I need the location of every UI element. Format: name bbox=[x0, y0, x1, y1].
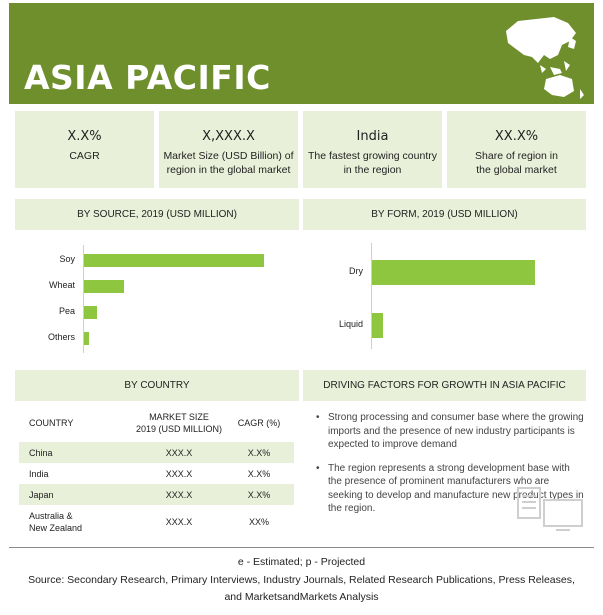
bar-category-label: Pea bbox=[58, 306, 75, 316]
table-cell: Japan bbox=[29, 490, 54, 500]
bar-wheat bbox=[84, 280, 124, 293]
bar-soy bbox=[84, 254, 264, 267]
kpi-value: X.X% bbox=[67, 129, 102, 144]
bar-pea bbox=[84, 306, 97, 319]
section-header-drivers: DRIVING FACTORS FOR GROWTH IN ASIA PACIFIC bbox=[303, 370, 586, 401]
table-header-cell: MARKET SIZE 2019 (USD MILLION) bbox=[135, 412, 223, 434]
source-note: Source: Secondary Research, Primary Interviews, Industry Journals, Related Research Publications, Press Releases, and MarketsandMarkets Analysis bbox=[28, 574, 575, 603]
footnote: e - Estimated; p - Projected bbox=[237, 556, 366, 568]
footer-divider bbox=[9, 547, 594, 548]
table-cell: XXX.X bbox=[165, 448, 193, 458]
devices-icon bbox=[516, 484, 586, 536]
section-header-by-form: BY FORM, 2019 (USD MILLION) bbox=[303, 199, 586, 230]
asia-pacific-map-icon bbox=[496, 11, 588, 101]
bar-dry bbox=[372, 260, 535, 285]
table-cell: X.X% bbox=[247, 448, 271, 458]
driving-factor-item: • The region represents a strong development base with the presence of prominent manufacturers who are seeking to develop and manufacture new product types in the region. bbox=[316, 462, 586, 516]
table-cell: XXX.X bbox=[165, 469, 193, 479]
kpi-label: Market Size (USD Billion) of region in the global market bbox=[163, 150, 294, 176]
bar-category-label: Wheat bbox=[48, 280, 75, 290]
bar-category-label: Others bbox=[47, 332, 75, 342]
bar-liquid bbox=[372, 313, 383, 338]
table-header-cell: CAGR (%) bbox=[237, 418, 281, 428]
kpi-card-market-size bbox=[159, 111, 298, 188]
kpi-value: X,XXX.X bbox=[202, 129, 255, 144]
kpi-card-region-share bbox=[447, 111, 586, 188]
table-cell: XXX.X bbox=[165, 490, 193, 500]
section-header-by-country: BY COUNTRY bbox=[15, 370, 299, 401]
table-header-cell: COUNTRY bbox=[29, 418, 74, 428]
region-header-banner bbox=[9, 3, 594, 104]
section-header-by-source: BY SOURCE, 2019 (USD MILLION) bbox=[15, 199, 299, 230]
bar-others bbox=[84, 332, 89, 345]
table-cell: Australia & New Zealand bbox=[29, 511, 83, 533]
driving-factor-item: • Strong processing and consumer base where the growing imports and the presence of new industry participants is expected to improve demand bbox=[316, 411, 586, 452]
bar-category-label: Dry bbox=[349, 266, 363, 276]
kpi-label: The fastest growing country in the region bbox=[308, 150, 437, 176]
region-title: ASIA PACIFIC bbox=[24, 58, 271, 97]
table-cell: XXX.X bbox=[165, 517, 193, 527]
bar-category-label: Liquid bbox=[338, 319, 363, 329]
table-cell: XX% bbox=[248, 517, 269, 527]
table-cell: India bbox=[29, 469, 49, 479]
table-cell: X.X% bbox=[247, 490, 271, 500]
kpi-label: Share of region in the global market bbox=[475, 150, 558, 176]
kpi-card-cagr bbox=[15, 111, 154, 188]
kpi-card-fastest-country bbox=[303, 111, 442, 188]
bar-category-label: Soy bbox=[59, 254, 75, 264]
table-cell: China bbox=[29, 448, 53, 458]
kpi-value: India bbox=[356, 129, 389, 144]
kpi-label: CAGR bbox=[69, 150, 100, 162]
table-cell: X.X% bbox=[247, 469, 271, 479]
kpi-value: XX.X% bbox=[494, 129, 539, 144]
